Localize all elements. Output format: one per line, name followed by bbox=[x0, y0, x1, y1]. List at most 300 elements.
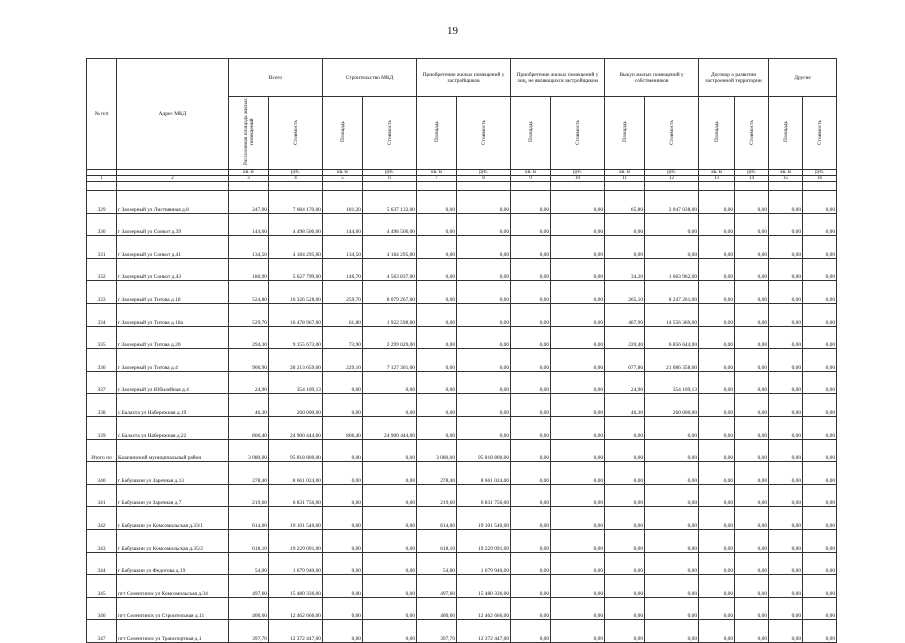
value-cell: 0,00 bbox=[735, 326, 769, 349]
row-number: 335 bbox=[87, 326, 117, 349]
header-subcolumn-label: Площадь bbox=[782, 121, 789, 143]
units-cell: руб. bbox=[363, 170, 417, 176]
row-address: г Заозерный ул Сонкот д.43 bbox=[117, 258, 229, 281]
row-address: г Заозерный ул Сонкот д.39 bbox=[117, 213, 229, 236]
value-cell: 0,00 bbox=[511, 416, 551, 439]
table-row bbox=[87, 191, 837, 214]
table-row bbox=[87, 416, 837, 439]
value-cell: 278,40 bbox=[229, 462, 269, 485]
value-cell: 0,00 bbox=[769, 349, 803, 372]
value-cell: 0,00 bbox=[323, 575, 363, 598]
value-cell: 19 229 091,00 bbox=[269, 529, 323, 552]
value-cell: 400,60 bbox=[229, 597, 269, 620]
value-cell: 0,00 bbox=[363, 575, 417, 598]
value-cell: 0,00 bbox=[551, 597, 605, 620]
header-subcolumn bbox=[699, 97, 735, 170]
value-cell: 0,00 bbox=[605, 597, 645, 620]
value-cell: 0,00 bbox=[605, 575, 645, 598]
value-cell: 0,00 bbox=[735, 303, 769, 326]
header-subcolumn bbox=[269, 97, 323, 170]
value-cell: 0,00 bbox=[803, 303, 837, 326]
value-cell: 0,00 bbox=[769, 597, 803, 620]
value-cell: 400,60 bbox=[417, 597, 457, 620]
value-cell: 0,00 bbox=[735, 575, 769, 598]
units-cell: руб. bbox=[269, 170, 323, 176]
header-subcolumn-label: Площадь bbox=[433, 121, 440, 143]
value-cell: 0,00 bbox=[735, 552, 769, 575]
value-cell: 0,00 bbox=[605, 552, 645, 575]
value-cell: 144,60 bbox=[229, 213, 269, 236]
value-cell: 0,00 bbox=[551, 439, 605, 462]
value-cell: 806,40 bbox=[323, 416, 363, 439]
row-number: 329 bbox=[87, 191, 117, 214]
table-row bbox=[87, 484, 837, 507]
value-cell: 34,20 bbox=[605, 258, 645, 281]
units-cell: руб. bbox=[551, 170, 605, 176]
header-subcolumn bbox=[363, 97, 417, 170]
value-cell: 0,00 bbox=[363, 529, 417, 552]
table-row bbox=[87, 575, 837, 598]
value-cell: 4 498 506,00 bbox=[269, 213, 323, 236]
row-number: 337 bbox=[87, 371, 117, 394]
row-number: 343 bbox=[87, 529, 117, 552]
value-cell: 16 478 967,00 bbox=[269, 303, 323, 326]
value-cell: 0,00 bbox=[645, 213, 699, 236]
value-cell: 7 684 170,00 bbox=[269, 191, 323, 214]
value-cell: 0,00 bbox=[735, 529, 769, 552]
value-cell: 260 000,00 bbox=[269, 394, 323, 417]
value-cell: 144,60 bbox=[323, 213, 363, 236]
value-cell: 0,00 bbox=[323, 552, 363, 575]
value-cell: 0,00 bbox=[551, 552, 605, 575]
value-cell: 0,00 bbox=[457, 326, 511, 349]
value-cell: 0,00 bbox=[735, 507, 769, 530]
row-number: 333 bbox=[87, 281, 117, 304]
column-number-cell: 7 bbox=[417, 176, 457, 182]
value-cell: 0,00 bbox=[551, 236, 605, 259]
value-cell: 0,00 bbox=[551, 507, 605, 530]
value-cell: 0,00 bbox=[417, 213, 457, 236]
spacer-cell bbox=[417, 182, 457, 191]
row-number: 336 bbox=[87, 349, 117, 372]
resettlement-table-container bbox=[86, 58, 836, 643]
column-number-cell: 15 bbox=[769, 176, 803, 182]
value-cell: 0,00 bbox=[363, 507, 417, 530]
value-cell: 294,30 bbox=[229, 326, 269, 349]
value-cell: 0,00 bbox=[551, 462, 605, 485]
value-cell: 0,00 bbox=[457, 191, 511, 214]
row-address: пгт Селенгинск ул Строительная д.11 bbox=[117, 597, 229, 620]
column-number-cell: 1 bbox=[87, 176, 117, 182]
value-cell: 397,70 bbox=[417, 620, 457, 643]
value-cell: 0,00 bbox=[645, 484, 699, 507]
value-cell: 260 000,00 bbox=[645, 394, 699, 417]
value-cell: 19 101 540,00 bbox=[457, 507, 511, 530]
row-address: г Заозерный ул Титова д.18а bbox=[117, 303, 229, 326]
spacer-cell bbox=[363, 182, 417, 191]
units-cell: кв. м bbox=[417, 170, 457, 176]
value-cell: 806,40 bbox=[229, 416, 269, 439]
value-cell: 0,00 bbox=[417, 394, 457, 417]
value-cell: 0,00 bbox=[417, 371, 457, 394]
header-group: Приобретение жилых помещений у застройщиков bbox=[417, 59, 511, 97]
value-cell: 0,00 bbox=[735, 236, 769, 259]
value-cell: 0,00 bbox=[803, 258, 837, 281]
value-cell: 0,00 bbox=[735, 258, 769, 281]
value-cell: 0,00 bbox=[457, 371, 511, 394]
value-cell: 0,00 bbox=[551, 326, 605, 349]
table-body bbox=[87, 182, 837, 643]
value-cell: 0,00 bbox=[699, 349, 735, 372]
value-cell: 5 637 132,00 bbox=[363, 191, 417, 214]
value-cell: 0,00 bbox=[551, 258, 605, 281]
spacer-cell bbox=[457, 182, 511, 191]
row-number: 341 bbox=[87, 484, 117, 507]
value-cell: 0,00 bbox=[735, 416, 769, 439]
row-address: г Заозерный ул Титова д.4 bbox=[117, 349, 229, 372]
value-cell: 1 679 940,00 bbox=[269, 552, 323, 575]
value-cell: 0,00 bbox=[511, 371, 551, 394]
value-cell: 0,00 bbox=[323, 620, 363, 643]
value-cell: 73,90 bbox=[323, 326, 363, 349]
value-cell: 614,00 bbox=[229, 507, 269, 530]
value-cell: 0,00 bbox=[699, 552, 735, 575]
table-row bbox=[87, 394, 837, 417]
value-cell: 0,00 bbox=[551, 529, 605, 552]
table-row bbox=[87, 597, 837, 620]
column-number-cell: 4 bbox=[269, 176, 323, 182]
value-cell: 0,00 bbox=[699, 371, 735, 394]
value-cell: 0,00 bbox=[803, 462, 837, 485]
header-subcolumn bbox=[457, 97, 511, 170]
header-subcolumn-label: Стоимость bbox=[386, 119, 393, 145]
value-cell: 0,00 bbox=[417, 349, 457, 372]
value-cell: 220,40 bbox=[605, 326, 645, 349]
value-cell: 0,00 bbox=[605, 236, 645, 259]
value-cell: 2 047 038,00 bbox=[645, 191, 699, 214]
column-number-cell: 2 bbox=[117, 176, 229, 182]
value-cell: 12 372 447,00 bbox=[269, 620, 323, 643]
value-cell: 0,00 bbox=[551, 303, 605, 326]
row-number: 332 bbox=[87, 258, 117, 281]
value-cell: 0,00 bbox=[457, 258, 511, 281]
header-subcolumn-label: Стоимость bbox=[816, 119, 823, 145]
value-cell: 6 856 644,00 bbox=[645, 326, 699, 349]
value-cell: 0,00 bbox=[699, 281, 735, 304]
value-cell: 0,00 bbox=[699, 258, 735, 281]
value-cell: 0,00 bbox=[699, 191, 735, 214]
value-cell: 5 627 799,00 bbox=[269, 258, 323, 281]
header-subcolumn-label: Расселяемая площадь жилых помещений bbox=[242, 98, 255, 166]
header-subcolumn-label: Площадь bbox=[713, 121, 720, 143]
value-cell: 0,00 bbox=[735, 620, 769, 643]
value-cell: 0,00 bbox=[699, 462, 735, 485]
table-row bbox=[87, 236, 837, 259]
spacer-cell bbox=[735, 182, 769, 191]
value-cell: 0,00 bbox=[551, 394, 605, 417]
value-cell: 24,90 bbox=[605, 371, 645, 394]
value-cell: 95 818 800,00 bbox=[457, 439, 511, 462]
header-subcolumn-label: Площадь bbox=[339, 121, 346, 143]
value-cell: 8 247 261,00 bbox=[645, 281, 699, 304]
row-address: г Бабушкин ул Комсомольская д.33/1 bbox=[117, 507, 229, 530]
value-cell: 0,00 bbox=[511, 620, 551, 643]
value-cell: 0,00 bbox=[323, 597, 363, 620]
value-cell: 497,60 bbox=[229, 575, 269, 598]
row-address: пгт Селенгинск ул Транспортная д.1 bbox=[117, 620, 229, 643]
value-cell: 0,00 bbox=[803, 552, 837, 575]
table-row bbox=[87, 303, 837, 326]
header-group: Приобретение жилых помещений у лиц, не являющихся застройщиком bbox=[511, 59, 605, 97]
header-subcolumn bbox=[511, 97, 551, 170]
value-cell: 0,00 bbox=[699, 394, 735, 417]
value-cell: 0,00 bbox=[699, 326, 735, 349]
value-cell: 0,00 bbox=[605, 507, 645, 530]
units-cell: кв. м bbox=[229, 170, 269, 176]
value-cell: 0,00 bbox=[735, 281, 769, 304]
table-row bbox=[87, 326, 837, 349]
value-cell: 0,00 bbox=[363, 552, 417, 575]
header-subcolumn-label: Стоимость bbox=[292, 119, 299, 145]
value-cell: 15 480 336,00 bbox=[269, 575, 323, 598]
value-cell: 0,00 bbox=[735, 191, 769, 214]
header-subcolumn bbox=[229, 97, 269, 170]
value-cell: 46,30 bbox=[605, 394, 645, 417]
value-cell: 12 462 666,00 bbox=[457, 597, 511, 620]
value-cell: 0,00 bbox=[417, 303, 457, 326]
value-cell: 0,00 bbox=[769, 439, 803, 462]
value-cell: 1 679 940,00 bbox=[457, 552, 511, 575]
units-cell: руб. bbox=[457, 170, 511, 176]
value-cell: 0,00 bbox=[803, 326, 837, 349]
value-cell: 0,00 bbox=[803, 597, 837, 620]
value-cell: 0,00 bbox=[645, 236, 699, 259]
value-cell: 16 326 528,00 bbox=[269, 281, 323, 304]
value-cell: 0,00 bbox=[803, 213, 837, 236]
value-cell: 0,00 bbox=[605, 529, 645, 552]
value-cell: 0,00 bbox=[803, 371, 837, 394]
value-cell: 0,00 bbox=[457, 213, 511, 236]
value-cell: 0,00 bbox=[511, 507, 551, 530]
value-cell: 0,00 bbox=[551, 575, 605, 598]
value-cell: 0,00 bbox=[735, 597, 769, 620]
value-cell: 0,00 bbox=[511, 394, 551, 417]
value-cell: 0,00 bbox=[511, 213, 551, 236]
row-number: 347 bbox=[87, 620, 117, 643]
row-number: 331 bbox=[87, 236, 117, 259]
value-cell: 677,80 bbox=[605, 349, 645, 372]
units-cell: руб. bbox=[735, 170, 769, 176]
value-cell: 0,00 bbox=[511, 191, 551, 214]
table-row bbox=[87, 349, 837, 372]
value-cell: 0,00 bbox=[803, 507, 837, 530]
spacer-cell bbox=[117, 182, 229, 191]
value-cell: 0,00 bbox=[457, 281, 511, 304]
row-number: 330 bbox=[87, 213, 117, 236]
value-cell: 0,00 bbox=[605, 213, 645, 236]
row-address: г Бабушкин ул Заречная д.7 bbox=[117, 484, 229, 507]
value-cell: 180,90 bbox=[229, 258, 269, 281]
header-subcolumn bbox=[769, 97, 803, 170]
value-cell: 0,00 bbox=[645, 439, 699, 462]
value-cell: 354 109,13 bbox=[269, 371, 323, 394]
value-cell: 0,00 bbox=[323, 529, 363, 552]
value-cell: 0,00 bbox=[769, 575, 803, 598]
spacer-cell bbox=[769, 182, 803, 191]
value-cell: 0,00 bbox=[699, 620, 735, 643]
value-cell: 618,10 bbox=[417, 529, 457, 552]
value-cell: 0,00 bbox=[769, 281, 803, 304]
value-cell: 0,00 bbox=[511, 552, 551, 575]
value-cell: 0,00 bbox=[769, 484, 803, 507]
value-cell: 0,00 bbox=[457, 394, 511, 417]
header-subcolumn-label: Стоимость bbox=[668, 119, 675, 145]
value-cell: 0,00 bbox=[511, 236, 551, 259]
units-cell: кв. м bbox=[605, 170, 645, 176]
value-cell: 0,00 bbox=[605, 620, 645, 643]
header-group: Договор о развитии застроенной территории bbox=[699, 59, 769, 97]
value-cell: 0,00 bbox=[363, 394, 417, 417]
spacer-cell bbox=[229, 182, 269, 191]
header-group: Выкуп жилых помещений у собственников bbox=[605, 59, 699, 97]
spacer-cell bbox=[87, 182, 117, 191]
value-cell: 0,00 bbox=[769, 303, 803, 326]
spacer-cell bbox=[699, 182, 735, 191]
row-address: г Заозерный ул Сонкот д.41 bbox=[117, 236, 229, 259]
value-cell: 397,70 bbox=[229, 620, 269, 643]
value-cell: 0,00 bbox=[645, 552, 699, 575]
value-cell: 0,00 bbox=[699, 303, 735, 326]
value-cell: 28 213 659,00 bbox=[269, 349, 323, 372]
spacer-cell bbox=[269, 182, 323, 191]
value-cell: 4 184 295,00 bbox=[363, 236, 417, 259]
value-cell: 0,00 bbox=[735, 439, 769, 462]
table-row bbox=[87, 371, 837, 394]
table-row bbox=[87, 258, 837, 281]
table-row bbox=[87, 462, 837, 485]
value-cell: 4 498 506,00 bbox=[363, 213, 417, 236]
value-cell: 19 101 540,00 bbox=[269, 507, 323, 530]
value-cell: 0,00 bbox=[457, 349, 511, 372]
value-cell: 2 299 029,00 bbox=[363, 326, 417, 349]
value-cell: 0,00 bbox=[699, 439, 735, 462]
value-cell: 0,00 bbox=[323, 462, 363, 485]
value-cell: 14 556 369,00 bbox=[645, 303, 699, 326]
spacer-cell bbox=[511, 182, 551, 191]
table-row bbox=[87, 281, 837, 304]
value-cell: 0,00 bbox=[551, 191, 605, 214]
value-cell: 0,00 bbox=[645, 529, 699, 552]
value-cell: 1 063 962,00 bbox=[645, 258, 699, 281]
row-address: г Бабушкин ул Комсомольская д.35/2 bbox=[117, 529, 229, 552]
value-cell: 0,00 bbox=[769, 462, 803, 485]
value-cell: 0,00 bbox=[735, 462, 769, 485]
value-cell: 0,00 bbox=[511, 326, 551, 349]
value-cell: 0,00 bbox=[417, 326, 457, 349]
value-cell: 529,70 bbox=[229, 303, 269, 326]
value-cell: 0,00 bbox=[735, 371, 769, 394]
row-number: 334 bbox=[87, 303, 117, 326]
units-cell: кв. м bbox=[769, 170, 803, 176]
value-cell: 219,60 bbox=[417, 484, 457, 507]
value-cell: 146,70 bbox=[323, 258, 363, 281]
value-cell: 0,00 bbox=[605, 484, 645, 507]
value-cell: 0,00 bbox=[363, 371, 417, 394]
value-cell: 0,00 bbox=[645, 462, 699, 485]
column-number-cell: 13 bbox=[699, 176, 735, 182]
header-subcolumn bbox=[323, 97, 363, 170]
value-cell: 259,70 bbox=[323, 281, 363, 304]
header-subcolumn-label: Стоимость bbox=[748, 119, 755, 145]
value-cell: 0,00 bbox=[511, 529, 551, 552]
value-cell: 0,00 bbox=[511, 349, 551, 372]
value-cell: 0,00 bbox=[417, 416, 457, 439]
value-cell: 19 229 091,00 bbox=[457, 529, 511, 552]
row-number: 340 bbox=[87, 462, 117, 485]
value-cell: 0,00 bbox=[769, 416, 803, 439]
row-address: Казачинский муниципальный район bbox=[117, 439, 229, 462]
header-group: Другие bbox=[769, 59, 837, 97]
table-row bbox=[87, 552, 837, 575]
row-address: с Балахта ул Набережная д.19 bbox=[117, 394, 229, 417]
value-cell: 0,00 bbox=[551, 213, 605, 236]
value-cell: 0,00 bbox=[323, 439, 363, 462]
value-cell: 0,00 bbox=[551, 620, 605, 643]
value-cell: 0,00 bbox=[735, 213, 769, 236]
column-number-cell: 14 bbox=[735, 176, 769, 182]
row-number: 344 bbox=[87, 552, 117, 575]
value-cell: 0,00 bbox=[699, 236, 735, 259]
value-cell: 6 831 756,00 bbox=[269, 484, 323, 507]
value-cell: 906,90 bbox=[229, 349, 269, 372]
value-cell: 0,00 bbox=[363, 462, 417, 485]
value-cell: 0,00 bbox=[803, 529, 837, 552]
value-cell: 0,00 bbox=[769, 213, 803, 236]
value-cell: 0,00 bbox=[699, 507, 735, 530]
value-cell: 24 900 444,00 bbox=[269, 416, 323, 439]
value-cell: 0,00 bbox=[699, 484, 735, 507]
value-cell: 8 661 024,00 bbox=[269, 462, 323, 485]
header-subcolumn-label: Площадь bbox=[621, 121, 628, 143]
header-subcolumn bbox=[417, 97, 457, 170]
value-cell: 0,00 bbox=[699, 597, 735, 620]
value-cell: 0,00 bbox=[699, 575, 735, 598]
column-number-cell: 16 bbox=[803, 176, 837, 182]
value-cell: 524,80 bbox=[229, 281, 269, 304]
column-number-cell: 9 bbox=[511, 176, 551, 182]
table-row bbox=[87, 213, 837, 236]
value-cell: 0,00 bbox=[551, 281, 605, 304]
value-cell: 0,00 bbox=[551, 349, 605, 372]
value-cell: 0,00 bbox=[803, 349, 837, 372]
header-row-number: № п/п bbox=[87, 59, 117, 170]
value-cell: 46,30 bbox=[229, 394, 269, 417]
table-row bbox=[87, 529, 837, 552]
value-cell: 0,00 bbox=[699, 416, 735, 439]
value-cell: 0,00 bbox=[803, 484, 837, 507]
value-cell: 0,00 bbox=[769, 191, 803, 214]
row-address: г Бабушкин ул Заречная д.13 bbox=[117, 462, 229, 485]
header-address: Адрес МКД bbox=[117, 59, 229, 170]
value-cell: 0,00 bbox=[457, 303, 511, 326]
column-number-cell: 11 bbox=[605, 176, 645, 182]
value-cell: 0,00 bbox=[735, 394, 769, 417]
value-cell: 0,00 bbox=[803, 191, 837, 214]
value-cell: 0,00 bbox=[803, 416, 837, 439]
header-subcolumn-label: Стоимость bbox=[480, 119, 487, 145]
value-cell: 0,00 bbox=[769, 326, 803, 349]
value-cell: 0,00 bbox=[417, 191, 457, 214]
